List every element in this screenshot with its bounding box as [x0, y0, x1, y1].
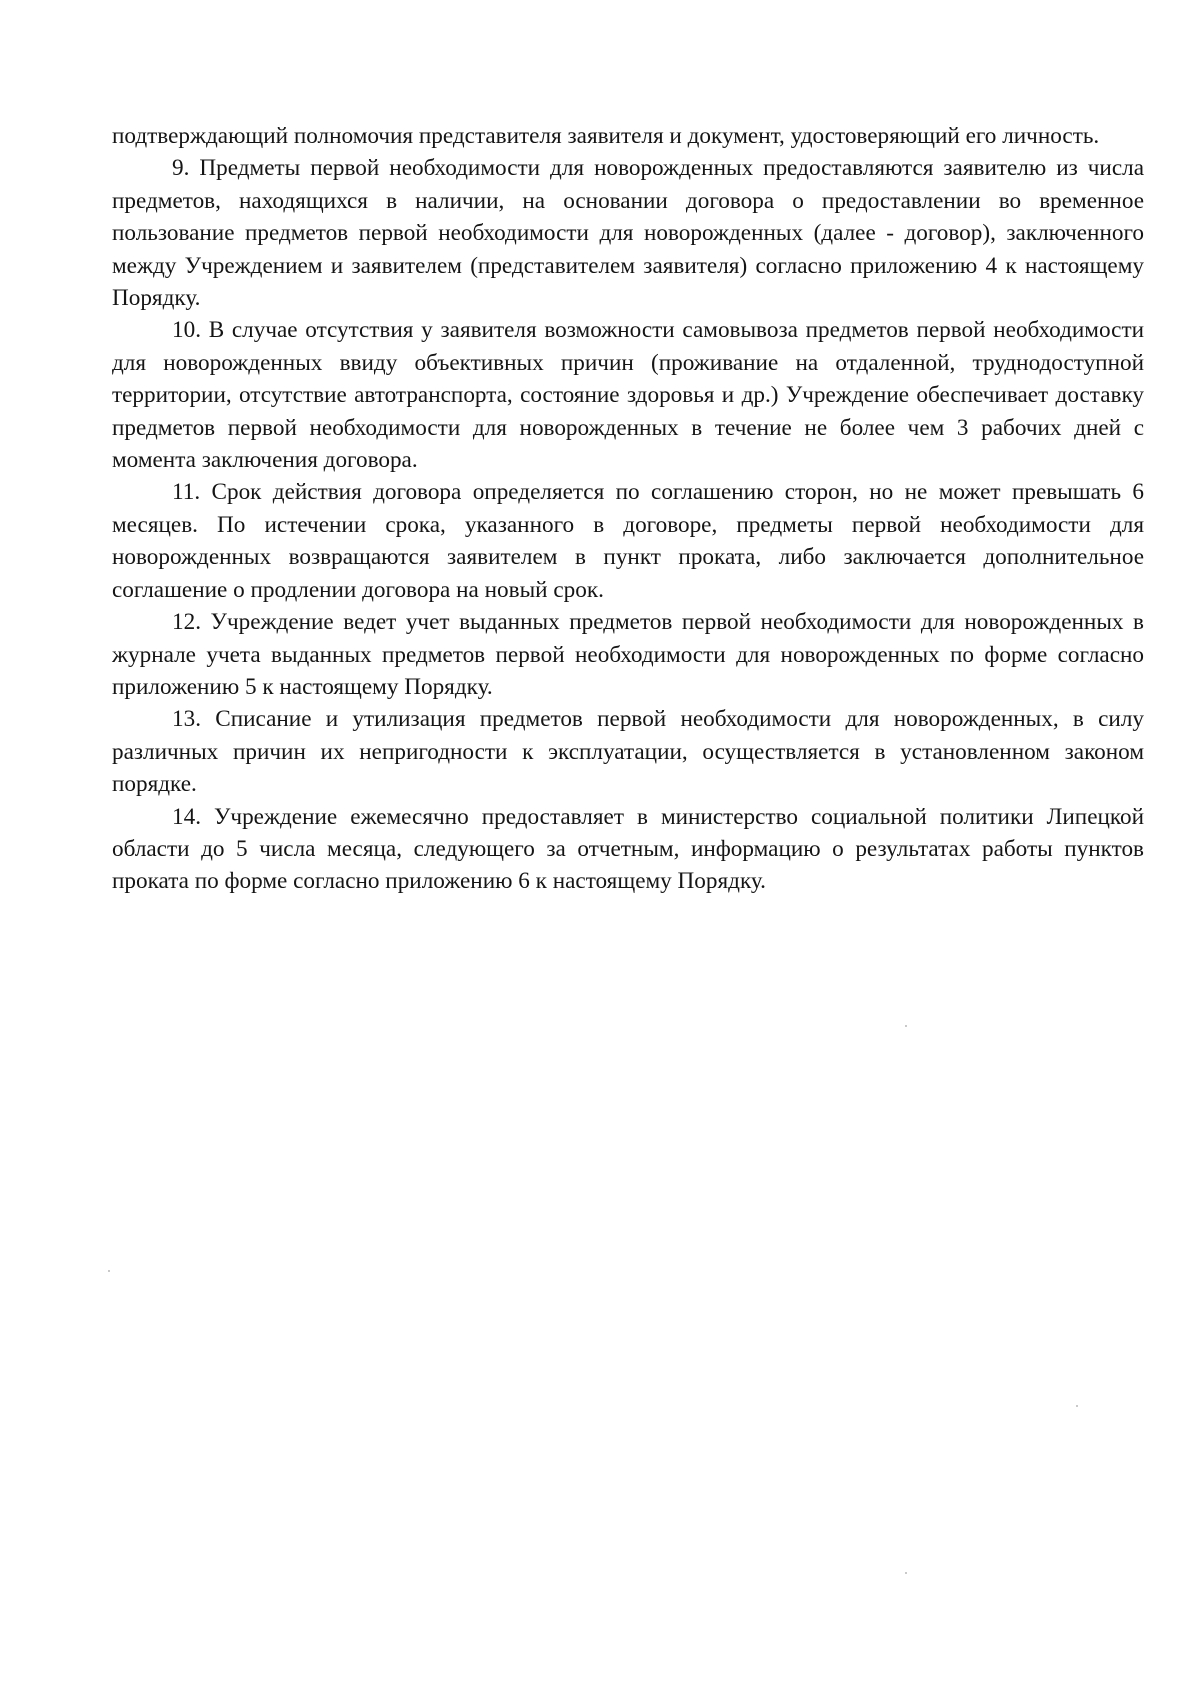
paragraph-item-12: 12. Учреждение ведет учет выданных предметов первой необходимости для новорожденных в журнале учета выданных предметов первой необходимости для новорожденных по форме согласно приложению 5 к настоящему Порядку. — [112, 609, 1144, 700]
paragraph-item-10: 10. В случае отсутствия у заявителя возможности самовывоза предметов первой необходимости для новорожденных ввиду объективных причин (проживание на отдаленной, труднодоступной территории, отсутствие автотранспорта, состояние здоровья и др.) Учреждение обеспечивает доставку предметов первой необходимости для новорожденных в течение не более чем 3 рабочих дней с момента заключения договора. — [112, 317, 1144, 474]
paragraph-continuation: подтверждающий полномочия представителя заявителя и документ, удостоверяющий его личность. — [112, 123, 1100, 149]
scan-speck — [905, 1025, 907, 1027]
paragraph-item-14: 14. Учреждение ежемесячно предоставляет в министерство социальной политики Липецкой области до 5 числа месяца, следующего за отчетным, информацию о результатах работы пунктов проката по форме согласно приложению 6 к настоящему Порядку. — [112, 803, 1144, 895]
paragraph-item-11: 11. Срок действия договора определяется по соглашению сторон, но не может превышать 6 месяцев. По истечении срока, указанного в договоре, предметы первой необходимости для новорожденных возвращаются заявителем в пункт проката, либо заключается дополнительное соглашение о продлении договора на новый срок. — [112, 479, 1144, 603]
paragraph-item-9: 9. Предметы первой необходимости для новорожденных предоставляются заявителю из числа предметов, находящихся в наличии, на основании договора о предоставлении во временное пользование предметов первой необходимости для новорожденных (далее - договор), заключенного между Учреждением и заявителем (представителем заявителя) согласно приложению 4 к настоящему Порядку. — [112, 155, 1144, 312]
scan-speck — [108, 1270, 110, 1272]
scan-speck — [1076, 1405, 1078, 1407]
paragraph-item-13: 13. Списание и утилизация предметов первой необходимости для новорожденных, в силу различных причин их непригодности к эксплуатации, осуществляется в установленном законом порядке. — [112, 706, 1144, 798]
scan-speck — [905, 1572, 907, 1574]
document-body — [112, 120, 1144, 898]
